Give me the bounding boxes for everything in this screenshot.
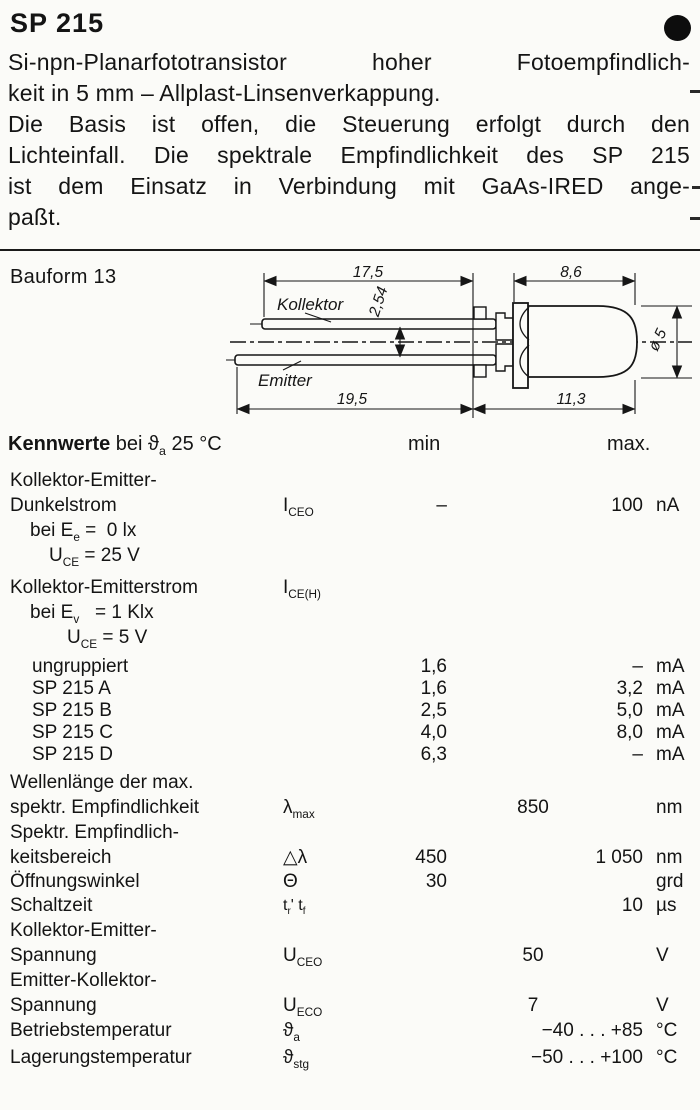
cell-max: 100 bbox=[611, 495, 643, 516]
dim-label-pitch: 2,54 bbox=[365, 284, 392, 319]
cell-unit: nm bbox=[656, 847, 683, 868]
cell-min: 1,6 bbox=[420, 656, 447, 677]
dim-label-8-6: 8,6 bbox=[560, 264, 582, 281]
scan-artifact bbox=[690, 90, 700, 93]
intro-line: keit in 5 mm – Allplast-Linsenverkappung. bbox=[8, 80, 441, 106]
row-label: Lagerungstemperatur bbox=[10, 1047, 192, 1068]
intro-line: Die Basis ist offen, die Steuerung erfolgt durch den bbox=[8, 111, 690, 137]
row-label: Kollektor-Emitterstrom bei $E_v = 1$ Klx $U_{CE} = 5$ V bbox=[10, 577, 198, 651]
cell-max: 8,0 bbox=[616, 722, 643, 743]
cell-max: −40 . . . +85 bbox=[541, 1020, 643, 1041]
scan-artifact bbox=[690, 217, 700, 220]
column-header-min: min bbox=[408, 433, 441, 455]
emitter-lead bbox=[235, 355, 496, 365]
cell-typ: 850 bbox=[517, 797, 549, 818]
row-label: SP 215 D bbox=[32, 744, 113, 765]
collector-step-block bbox=[496, 313, 513, 340]
cell-unit: °C bbox=[656, 1020, 678, 1041]
package-outline-drawing bbox=[0, 252, 700, 430]
row-symbol: △λ bbox=[283, 847, 308, 868]
cell-min: 6,3 bbox=[420, 744, 447, 765]
page-title: SP 215 bbox=[10, 8, 105, 38]
corner-dot-icon bbox=[664, 15, 691, 41]
cell-typ: 7 bbox=[527, 995, 539, 1016]
cell-min: 450 bbox=[415, 847, 447, 868]
dim-label-diameter: ø 5 bbox=[645, 326, 671, 354]
row-symbol: $t_r'$ $t_f$ bbox=[283, 897, 306, 918]
row-label: Kollektor-Emitter- Spannung bbox=[10, 920, 157, 966]
row-symbol: $\lambda_{max}$ bbox=[283, 797, 315, 821]
cell-max: – bbox=[632, 656, 643, 677]
row-symbol: $ϑ_{stg}$ bbox=[283, 1047, 310, 1071]
emitter-label: Emitter bbox=[258, 371, 312, 390]
collector-label: Kollektor bbox=[277, 295, 344, 314]
collector-tab bbox=[474, 307, 486, 319]
cell-unit: mA bbox=[656, 744, 685, 765]
intro-line: Si-npn-Planarfototransistor hoher Fotoempfindlich- bbox=[8, 49, 690, 75]
row-label: Schaltzeit bbox=[10, 895, 93, 916]
row-label: Betriebstemperatur bbox=[10, 1020, 172, 1041]
row-symbol: $U_{CEO}$ bbox=[283, 945, 323, 969]
condition-line: bei $E_e = 0$ lx bbox=[30, 520, 137, 544]
row-symbol: Θ bbox=[283, 871, 298, 892]
collector-lead bbox=[262, 319, 496, 329]
intro-line: ist dem Einsatz in Verbindung mit GaAs-IRED ange- bbox=[8, 173, 690, 199]
row-label: SP 215 B bbox=[32, 700, 112, 721]
row-label: ungruppiert bbox=[32, 656, 129, 677]
condition-line: $U_{CE} = 25$ V bbox=[49, 545, 140, 569]
cell-max: 10 bbox=[621, 895, 643, 916]
cell-min: 2,5 bbox=[420, 700, 447, 721]
emitter-tab bbox=[474, 365, 486, 377]
column-header-max: max. bbox=[607, 433, 651, 455]
row-symbol: $U_{ECO}$ bbox=[283, 995, 323, 1019]
cell-unit: mA bbox=[656, 678, 685, 699]
cell-min: 1,6 bbox=[420, 678, 447, 699]
cell-unit: nm bbox=[656, 797, 683, 818]
cell-unit: nA bbox=[656, 495, 680, 516]
row-label: SP 215 A bbox=[32, 678, 111, 699]
cell-unit: mA bbox=[656, 656, 685, 677]
emitter-step-block bbox=[496, 344, 513, 371]
intro-line: paßt. bbox=[8, 204, 62, 230]
kennwerte-title: Kennwerte bei $ϑ_a$ 25 °C bbox=[8, 433, 222, 458]
dim-label-17-5: 17,5 bbox=[352, 264, 384, 281]
cell-unit: mA bbox=[656, 700, 685, 721]
row-label: Spektr. Empfindlich- keitsbereich bbox=[10, 822, 179, 868]
intro-paragraph bbox=[8, 47, 690, 233]
condition-line: $U_{CE} = 5$ V bbox=[67, 627, 148, 651]
lens-body bbox=[528, 306, 637, 377]
intro-line: Lichteinfall. Die spektrale Empfindlichkeit des SP 215 bbox=[8, 142, 690, 168]
scan-artifact bbox=[692, 186, 700, 189]
row-symbol: $ϑ_a$ bbox=[283, 1020, 300, 1044]
cell-max: −50 . . . +100 bbox=[531, 1047, 643, 1068]
section-divider bbox=[0, 249, 700, 251]
cell-min: 30 bbox=[425, 871, 447, 892]
row-label: Kollektor-Emitter- Dunkelstrom bei $E_e = 0$ lx $U_{CE} = 25$ V bbox=[10, 470, 157, 569]
row-label: SP 215 C bbox=[32, 722, 113, 743]
cell-unit: µs bbox=[656, 895, 677, 916]
cell-max: 5,0 bbox=[616, 700, 643, 721]
cell-typ: 50 bbox=[522, 945, 544, 966]
dim-label-19-5: 19,5 bbox=[336, 391, 368, 408]
cell-max: – bbox=[632, 744, 643, 765]
cell-unit: °C bbox=[656, 1047, 678, 1068]
cell-min: – bbox=[436, 495, 447, 516]
flange bbox=[513, 303, 528, 388]
cell-unit: grd bbox=[656, 871, 684, 892]
row-symbol: $I_{CE(H)}$ bbox=[283, 577, 321, 601]
dim-label-11-3: 11,3 bbox=[556, 391, 586, 408]
cell-max: 1 050 bbox=[595, 847, 643, 868]
cell-unit: V bbox=[656, 995, 669, 1016]
cell-max: 3,2 bbox=[616, 678, 643, 699]
row-label: Emitter-Kollektor- Spannung bbox=[10, 970, 157, 1016]
cell-unit: V bbox=[656, 945, 669, 966]
cell-unit: mA bbox=[656, 722, 685, 743]
row-symbol: $I_{CEO}$ bbox=[283, 495, 314, 519]
row-label: Wellenlänge der max. spektr. Empfindlichkeit bbox=[10, 772, 200, 818]
bauform-caption: Bauform 13 bbox=[10, 266, 117, 288]
cell-min: 4,0 bbox=[420, 722, 447, 743]
condition-line: bei $E_v = 1$ Klx bbox=[30, 602, 154, 626]
row-label: Öffnungswinkel bbox=[10, 871, 140, 892]
